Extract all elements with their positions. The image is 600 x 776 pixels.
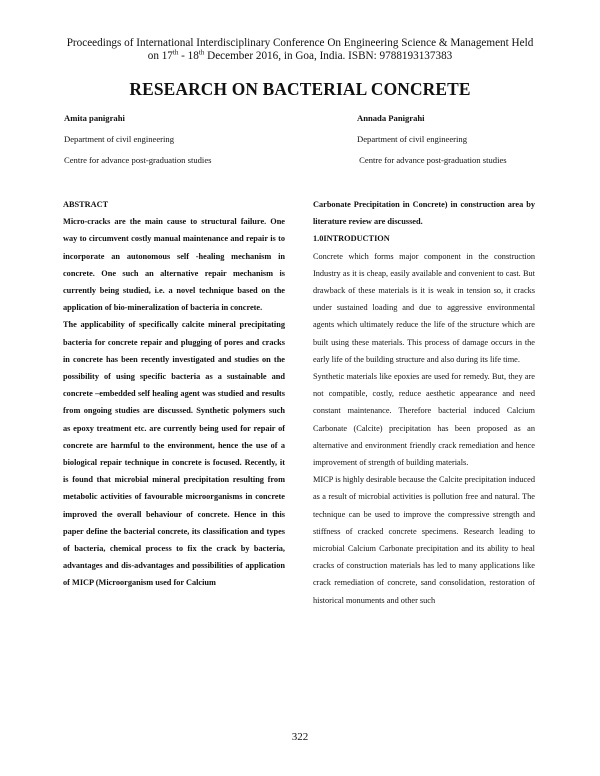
introduction-paragraph-3: MICP is highly desirable because the Calcite precipitation induced as a result of microbial activities is pollution free and natural. The technique can be used to improve the compressive strength and stiffness of cracked concrete specimens. Research leading to microbial Calcium Carbonate precipitation and its ability to heal cracks of construction materials has led to many applications like crack remediation of concrete, sand consolidation, restoration of historical monuments and other such (313, 475, 535, 605)
author-name: Annada Panigrahi (357, 113, 425, 123)
author-1 (64, 113, 304, 176)
author-centre: Centre for advance post-graduation studies (64, 155, 212, 165)
abstract-continuation: Carbonate Precipitation in Concrete) in construction area by literature review are discussed. (313, 200, 535, 227)
header-date-end: - 18 (178, 50, 199, 62)
abstract-heading: ABSTRACT (63, 200, 109, 209)
author-name: Amita panigrahi (64, 113, 125, 123)
header-superscript-2: th (198, 48, 205, 57)
author-department: Department of civil engineering (357, 134, 468, 144)
left-column (63, 196, 285, 592)
abstract-paragraph-1: Micro-cracks are the main cause to structural failure. One way to circumvent costly manual maintenance and repair is to incorporate an autonomous self -healing mechanism in concrete. One such an alternative repair mechanism is currently being studied, i.e. a novel technique based on the application of bio-mineralization of bacteria in concrete. (63, 217, 285, 313)
introduction-heading: 1.0INTRODUCTION (313, 234, 390, 244)
introduction-paragraph-1: Concrete which forms major component in the construction Industry as it is cheap, easily available and convenient to cast. But drawback of these materials is it is weak in tension so, it cracks under sustained loading and due to aggressive environmental agents which ultimately reduce the life of the structure which are built using these materials. This process of damage occurs in the early life of the building structure and also during its life time. (313, 251, 535, 364)
header-line-1: Proceedings of International Interdisciplinary Conference On Engineering Science & Management Held (66, 37, 534, 49)
right-column (313, 196, 535, 609)
header-superscript-1: th (172, 48, 179, 57)
proceedings-header (40, 37, 560, 63)
header-line-2 (40, 50, 560, 63)
header-date-start: on 17 (147, 50, 173, 62)
header-venue-isbn: December 2016, in Goa, India. ISBN: 9788193137383 (204, 50, 453, 62)
author-centre: Centre for advance post-graduation studies (357, 155, 507, 165)
author-department: Department of civil engineering (64, 134, 175, 144)
page-number: 322 (291, 731, 309, 743)
paper-title: RESEARCH ON BACTERIAL CONCRETE (129, 79, 471, 99)
author-2 (357, 113, 557, 176)
introduction-paragraph-2: Synthetic materials like epoxies are used for remedy. But, they are not compatible, costly, reduce aesthetic appearance and need constant maintenance. Therefore bacterial induced Calcium Carbonate (Calcite) precipitation has been proposed as an alternative and environment friendly crack remediation and hence improvement of strength of building materials. (313, 372, 535, 468)
abstract-paragraph-2: The applicability of specifically calcite mineral precipitating bacteria for concrete repair and plugging of pores and cracks in concrete has been recently investigated and studies on the possibility of using specific bacteria as a sustainable and concrete –embedded self healing agent was studied and results from ongoing studies are discussed. Synthetic polymers such as epoxy treatment etc. are currently being used for repair of concrete are harmful to the environment, hence the use of a biological repair technique in concrete is focused. Recently, it is found that microbial mineral precipitation resulting from metabolic activities of favourable microorganisms in concrete improved the overall behaviour of concrete. Hence in this paper define the bacterial concrete, its classification and types of bacteria, chemical process to fix the crack by bacteria, advantages and dis-advantages and possibilities of application of MICP (Microorganism used for Calcium (63, 320, 285, 588)
